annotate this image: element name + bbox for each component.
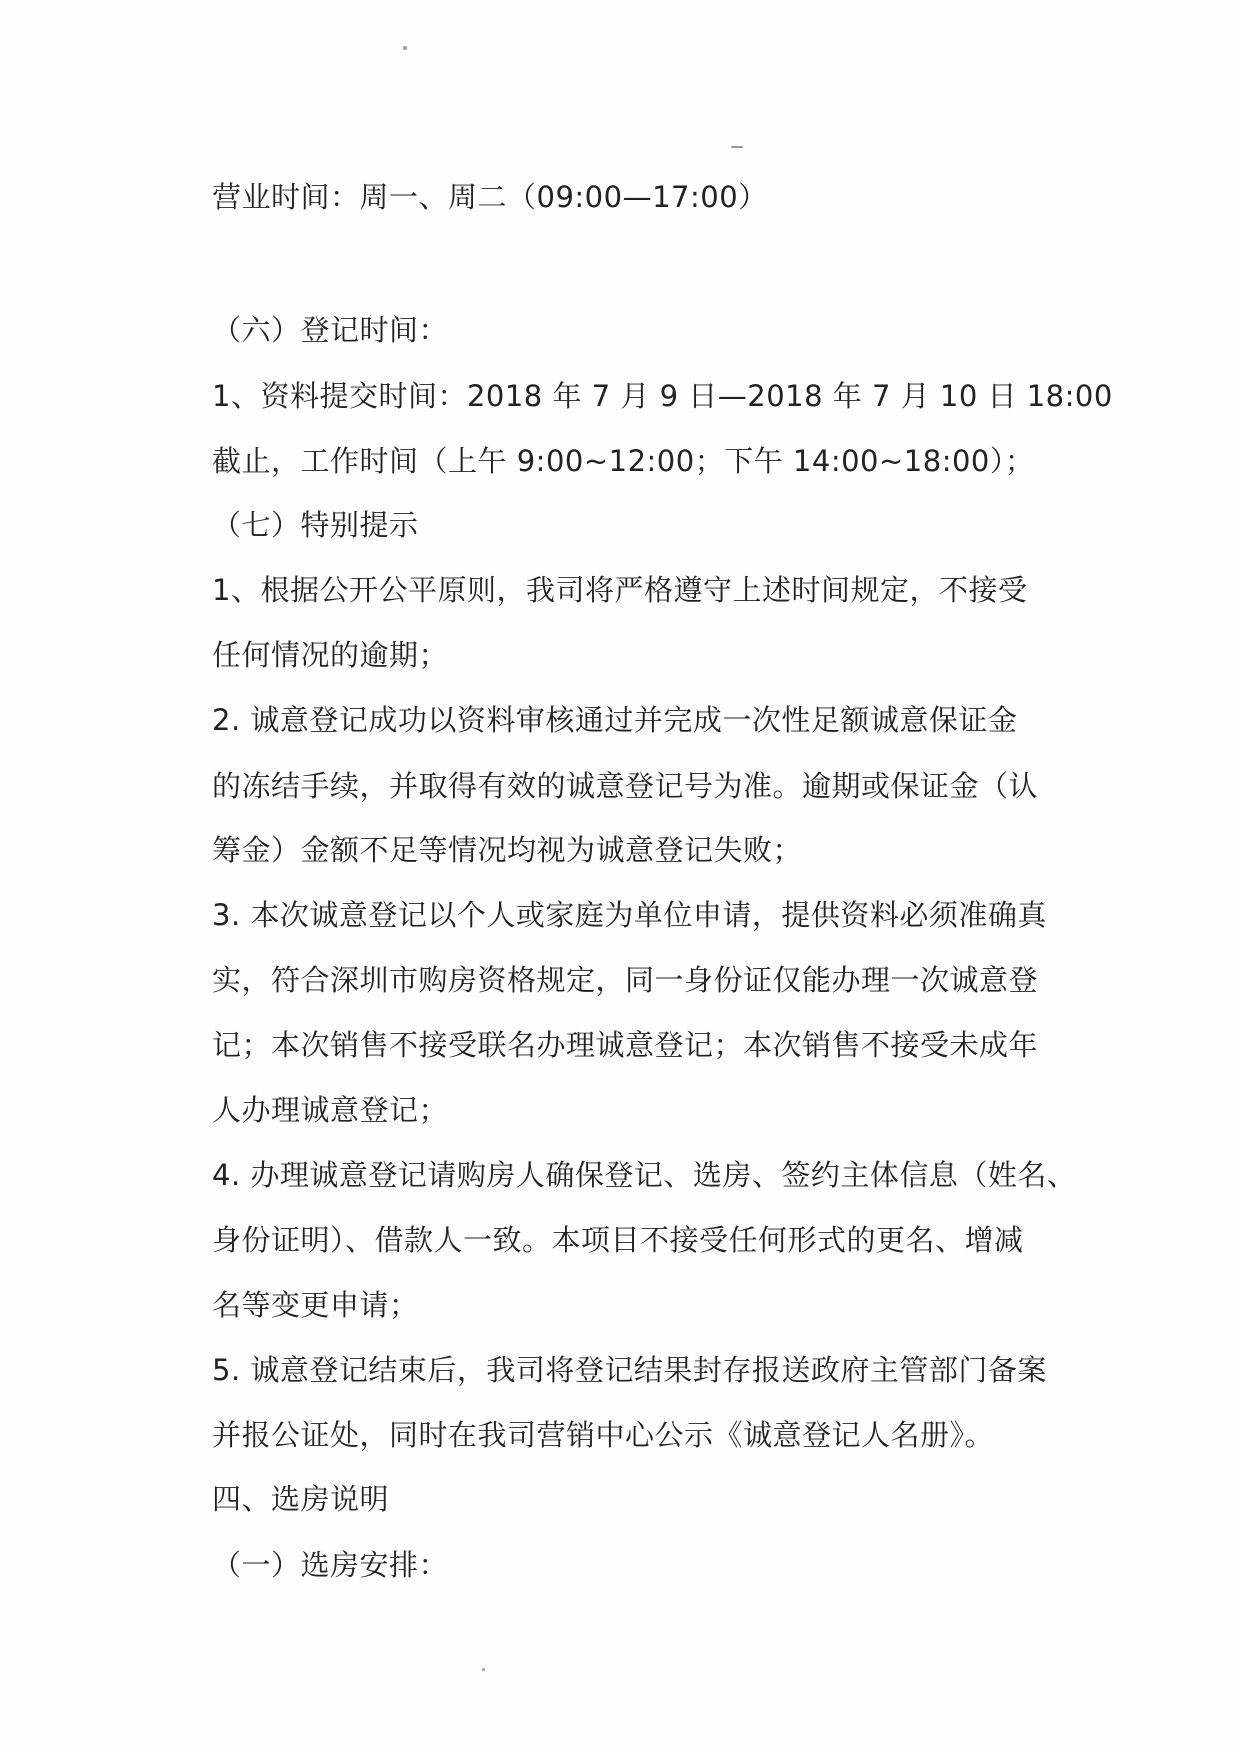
paragraph-line: 身份证明）、借款人一致。本项目不接受任何形式的更名、增减 <box>212 1223 1024 1257</box>
paragraph-line: 截止，工作时间（上午 9:00~12:00；下午 14:00~18:00）； <box>212 444 1035 478</box>
paragraph-line: 记；本次销售不接受联名办理诚意登记；本次销售不接受未成年 <box>212 1028 1039 1062</box>
scan-speck <box>731 146 743 148</box>
scan-speck <box>482 1668 485 1671</box>
paragraph-line: 1、根据公开公平原则，我司将严格遵守上述时间规定，不接受 <box>212 573 1028 607</box>
paragraph-line: 筹金）金额不足等情况均视为诚意登记失败； <box>212 833 803 867</box>
paragraph-line: 任何情况的逾期； <box>212 638 449 672</box>
section-heading-registration-time: （六）登记时间： <box>212 313 449 347</box>
paragraph-line: 5. 诚意登记结束后，我司将登记结果封存报送政府主管部门备案 <box>212 1353 1047 1387</box>
paragraph-line: 的冻结手续，并取得有效的诚意登记号为准。逾期或保证金（认 <box>212 769 1039 803</box>
section-heading-special-notice: （七）特别提示 <box>212 508 419 542</box>
section-heading-unit-selection: 四、选房说明 <box>212 1482 390 1516</box>
business-hours-line: 营业时间：周一、周二（09:00—17:00） <box>212 180 768 214</box>
paragraph-line: 4. 办理诚意登记请购房人确保登记、选房、签约主体信息（姓名、 <box>212 1158 1077 1192</box>
paragraph-line: 并报公证处，同时在我司营销中心公示《诚意登记人名册》。 <box>212 1418 995 1452</box>
paragraph-line: 3. 本次诚意登记以个人或家庭为单位申请，提供资料必须准确真 <box>212 898 1047 932</box>
scan-speck <box>403 46 407 50</box>
paragraph-line: 2. 诚意登记成功以资料审核通过并完成一次性足额诚意保证金 <box>212 703 1018 737</box>
paragraph-line: 名等变更申请； <box>212 1288 419 1322</box>
paragraph-line: 人办理诚意登记； <box>212 1093 449 1127</box>
section-heading-selection-arrangement: （一）选房安排： <box>212 1548 449 1582</box>
paragraph-line: 实，符合深圳市购房资格规定，同一身份证仅能办理一次诚意登 <box>212 963 1039 997</box>
paragraph-line: 1、资料提交时间：2018 年 7 月 9 日—2018 年 7 月 10 日 18:00 <box>212 379 1113 413</box>
